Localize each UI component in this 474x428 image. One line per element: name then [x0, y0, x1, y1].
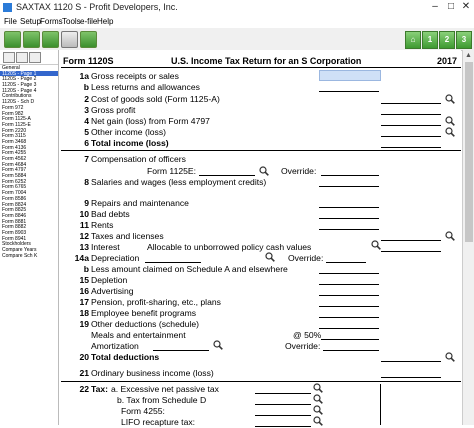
search-icon[interactable]: [445, 352, 455, 362]
line-number: 11: [79, 220, 89, 230]
line-label: Depletion: [91, 275, 128, 285]
salaries-input[interactable]: [319, 177, 379, 187]
form-1125e-label: Form 1125E:: [147, 166, 197, 176]
lifo-input[interactable]: [255, 417, 311, 427]
export-icon[interactable]: [80, 31, 97, 48]
line-number: 1a: [79, 71, 89, 81]
other-deductions-input[interactable]: [319, 319, 379, 329]
sidebar-item[interactable]: Form 8825: [2, 207, 27, 213]
search-icon[interactable]: [213, 340, 223, 350]
search-icon[interactable]: [265, 252, 275, 262]
schedule-d-tax-input[interactable]: [255, 395, 311, 405]
sidebar-item[interactable]: Form 6765: [2, 184, 27, 191]
search-icon[interactable]: [445, 231, 455, 241]
line-label: Net gain (loss) from Form 4797: [91, 116, 210, 126]
line-number: 2: [84, 94, 89, 104]
amortization-label: Amortization: [91, 341, 139, 351]
depreciation-input[interactable]: [145, 253, 201, 263]
less-amount-input[interactable]: [319, 264, 379, 274]
save-icon[interactable]: [23, 31, 40, 48]
meals-percent-label: @ 50%: [293, 330, 322, 340]
allocable-label: Allocable to unborrowed policy cash values: [147, 242, 312, 252]
search-icon[interactable]: [259, 166, 269, 176]
toolbar-page-2[interactable]: 2: [439, 31, 455, 49]
sidebar-tool-icon[interactable]: [29, 52, 41, 63]
line-number: 12: [79, 231, 89, 241]
interest-input[interactable]: [381, 242, 441, 252]
line-number: 7: [84, 154, 89, 164]
amortization-input[interactable]: [153, 341, 209, 351]
toolbar: [0, 28, 474, 51]
close-button[interactable]: ✕: [461, 1, 471, 12]
form-4255-input[interactable]: [255, 406, 311, 416]
sidebar-item[interactable]: Stockholders: [2, 241, 31, 247]
employee-benefit-input[interactable]: [319, 308, 379, 318]
line-label: Total deductions: [91, 352, 160, 362]
sidebar-item[interactable]: 1120S - Page 4: [2, 87, 37, 94]
section-divider: [61, 150, 461, 151]
line-label: Tax:: [91, 384, 109, 394]
total-income-field: [381, 138, 441, 148]
line-number: 10: [79, 209, 89, 219]
sidebar-item[interactable]: Form 4136: [2, 144, 27, 151]
search-icon[interactable]: [445, 127, 455, 137]
line-label: Cost of goods sold (Form 1125-A): [91, 94, 220, 104]
line-number: 16: [79, 286, 89, 296]
line-label: Gross profit: [91, 105, 136, 115]
ordinary-income-field: [381, 368, 441, 378]
sidebar-item[interactable]: Form 982: [2, 110, 24, 117]
form-title: U.S. Income Tax Return for an S Corporation: [171, 56, 362, 66]
sidebar-item[interactable]: Form 8586: [2, 195, 27, 202]
sidebar-tools: [0, 50, 58, 65]
scroll-thumb[interactable]: [465, 62, 473, 242]
menu-forms[interactable]: Forms: [40, 17, 63, 26]
search-icon[interactable]: [371, 240, 381, 250]
app-icon: [3, 3, 12, 12]
sidebar-item[interactable]: Form 1125-A: [2, 116, 31, 122]
sidebar-item[interactable]: 1120S - Page 2: [2, 76, 37, 83]
line-label: Gross receipts or sales: [91, 71, 179, 81]
override-input[interactable]: [326, 253, 366, 263]
line-label: Other deductions (schedule): [91, 319, 199, 329]
sidebar-item[interactable]: Compare Sch K: [2, 252, 38, 259]
menu-efile[interactable]: e-file: [80, 17, 98, 26]
sidebar-item[interactable]: 1120S - Page 3: [2, 82, 37, 88]
line-label: Employee benefit programs: [91, 308, 197, 318]
line-number: 3: [84, 105, 89, 115]
line-number: 15: [79, 275, 89, 285]
open-icon[interactable]: [4, 31, 21, 48]
line-label: Other income (loss): [91, 127, 166, 137]
override-label: Override:: [281, 166, 317, 176]
sidebar-item[interactable]: Form 3115: [2, 133, 26, 139]
excess-passive-tax-label: a. Excessive net passive tax: [111, 384, 219, 394]
line-number: b: [83, 264, 89, 274]
meals-label: Meals and entertainment: [91, 330, 186, 340]
sidebar-item[interactable]: Form 4255: [2, 150, 27, 156]
search-icon[interactable]: [313, 394, 323, 404]
tax-year: 2017: [437, 56, 458, 66]
repairs-input[interactable]: [319, 198, 379, 208]
sidebar-item[interactable]: Form 7004: [2, 190, 27, 196]
sidebar-item[interactable]: Form 2220: [2, 127, 27, 134]
sidebar-item[interactable]: General: [2, 65, 20, 71]
line-number: b: [83, 82, 89, 92]
line-label: Less returns and allowances: [91, 82, 200, 92]
toolbar-page-1[interactable]: 1: [422, 31, 438, 49]
sidebar-item[interactable]: Form 4562: [2, 156, 27, 162]
line-number: 18: [79, 308, 89, 318]
depletion-input[interactable]: [319, 275, 379, 285]
line-label: Rents: [91, 220, 114, 230]
other-income-input[interactable]: [381, 127, 441, 137]
schedule-d-tax-label: b. Tax from Schedule D: [117, 395, 207, 405]
section-divider: [61, 381, 461, 382]
home-icon[interactable]: ⌂: [405, 31, 421, 49]
sidebar-item[interactable]: Form 6252: [2, 178, 27, 185]
line-number: 14a: [74, 253, 89, 263]
sidebar-item[interactable]: Form 1125-E: [2, 121, 31, 128]
line-number: 5: [84, 127, 89, 137]
form-area: [59, 50, 461, 425]
sidebar-item[interactable]: 1120S - Page 1: [0, 71, 58, 77]
maximize-button[interactable]: □: [447, 1, 455, 12]
total-deductions-field: [381, 352, 441, 362]
sidebar-tool-icon[interactable]: [3, 52, 15, 63]
line-number: 19: [79, 319, 89, 329]
sidebar-list: [0, 65, 58, 258]
line-number: 13: [79, 242, 89, 252]
sidebar-item[interactable]: Form 8903: [2, 229, 27, 236]
search-icon[interactable]: [313, 383, 323, 393]
line-label: Repairs and maintenance: [91, 198, 189, 208]
header-divider: [61, 67, 461, 68]
sidebar-item[interactable]: 1120S - Sch D: [2, 99, 35, 105]
line-number: 22: [79, 384, 89, 394]
window-title: SAXTAX 1120 S - Profit Developers, Inc.: [16, 2, 178, 12]
returns-allowances-input[interactable]: [319, 82, 379, 92]
sidebar-tool-icon[interactable]: [16, 52, 28, 63]
menu-help[interactable]: Help: [97, 17, 114, 26]
vertical-scrollbar[interactable]: [462, 50, 474, 425]
override-label: Override:: [285, 341, 321, 351]
pension-input[interactable]: [319, 297, 379, 307]
taxes-licenses-input[interactable]: [381, 231, 441, 241]
sidebar-item[interactable]: Form 8824: [2, 201, 27, 208]
line-label: Total income (loss): [91, 138, 169, 148]
line-number: 21: [79, 368, 89, 378]
sidebar-item[interactable]: Form 3468: [2, 138, 27, 145]
sidebar-item[interactable]: Form 5884: [2, 173, 27, 179]
meals-input[interactable]: [321, 330, 379, 340]
line-label: Ordinary business income (loss): [91, 368, 214, 378]
advertising-input[interactable]: [319, 286, 379, 296]
net-gain-input[interactable]: [381, 116, 441, 126]
line-label: Depreciation: [91, 253, 140, 263]
override-label: Override:: [288, 253, 324, 263]
line-label: Bad debts: [91, 209, 130, 219]
line-number: 20: [79, 352, 89, 362]
form-4255-label: Form 4255:: [121, 406, 165, 416]
minimize-button[interactable]: –: [432, 1, 438, 12]
line-number: 17: [79, 297, 89, 307]
cogs-input[interactable]: [381, 94, 441, 104]
rents-input[interactable]: [319, 220, 379, 230]
print-icon[interactable]: [61, 31, 78, 48]
override-input[interactable]: [321, 166, 379, 176]
sidebar-item[interactable]: Compare Years: [2, 247, 37, 253]
title-bar: [0, 0, 474, 17]
line-number: 9: [84, 198, 89, 208]
line-label: Compensation of officers: [91, 154, 186, 164]
bad-debts-input[interactable]: [319, 209, 379, 219]
gross-profit-field: [381, 105, 441, 115]
line-label: Advertising: [91, 286, 134, 296]
menu-tools[interactable]: Tools: [62, 17, 81, 26]
menu-setup[interactable]: Setup: [20, 17, 41, 26]
calculate-icon[interactable]: [42, 31, 59, 48]
line-number: 4: [84, 116, 89, 126]
sidebar-item[interactable]: Form 4797: [2, 167, 27, 174]
form-id: Form 1120S: [63, 56, 114, 66]
line-number: 6: [84, 138, 89, 148]
sidebar-item[interactable]: Form 8941: [2, 235, 27, 242]
override-input[interactable]: [323, 341, 379, 351]
gross-receipts-input[interactable]: [319, 70, 381, 81]
line-label: Taxes and licenses: [91, 231, 164, 241]
form-1125e-input[interactable]: [199, 166, 255, 176]
sidebar-item[interactable]: Form 972: [2, 104, 24, 111]
line-label: Less amount claimed on Schedule A and elsewhere: [91, 264, 288, 274]
column-divider: [380, 384, 381, 425]
sidebar-item[interactable]: Form 8882: [2, 224, 27, 230]
excess-passive-tax-input[interactable]: [255, 384, 311, 394]
sidebar-item[interactable]: Form 8881: [2, 218, 27, 225]
menu-file[interactable]: File: [4, 17, 17, 26]
toolbar-page-3[interactable]: 3: [456, 31, 472, 49]
forms-sidebar: [0, 50, 59, 425]
sidebar-item[interactable]: Form 8846: [2, 212, 27, 219]
line-label: Pension, profit-sharing, etc., plans: [91, 297, 221, 307]
line-number: 8: [84, 177, 89, 187]
line-label: Salaries and wages (less employment credits): [91, 177, 267, 187]
search-icon[interactable]: [445, 94, 455, 104]
lifo-label: LIFO recapture tax:: [121, 417, 196, 427]
line-label: Interest: [91, 242, 120, 252]
sidebar-item[interactable]: Contributions: [2, 93, 32, 100]
search-icon[interactable]: [445, 116, 455, 126]
scroll-up-icon[interactable]: ▲: [465, 52, 472, 59]
menu-bar: [0, 16, 474, 28]
search-icon[interactable]: [313, 405, 323, 415]
sidebar-item[interactable]: Form 4684: [2, 161, 27, 168]
